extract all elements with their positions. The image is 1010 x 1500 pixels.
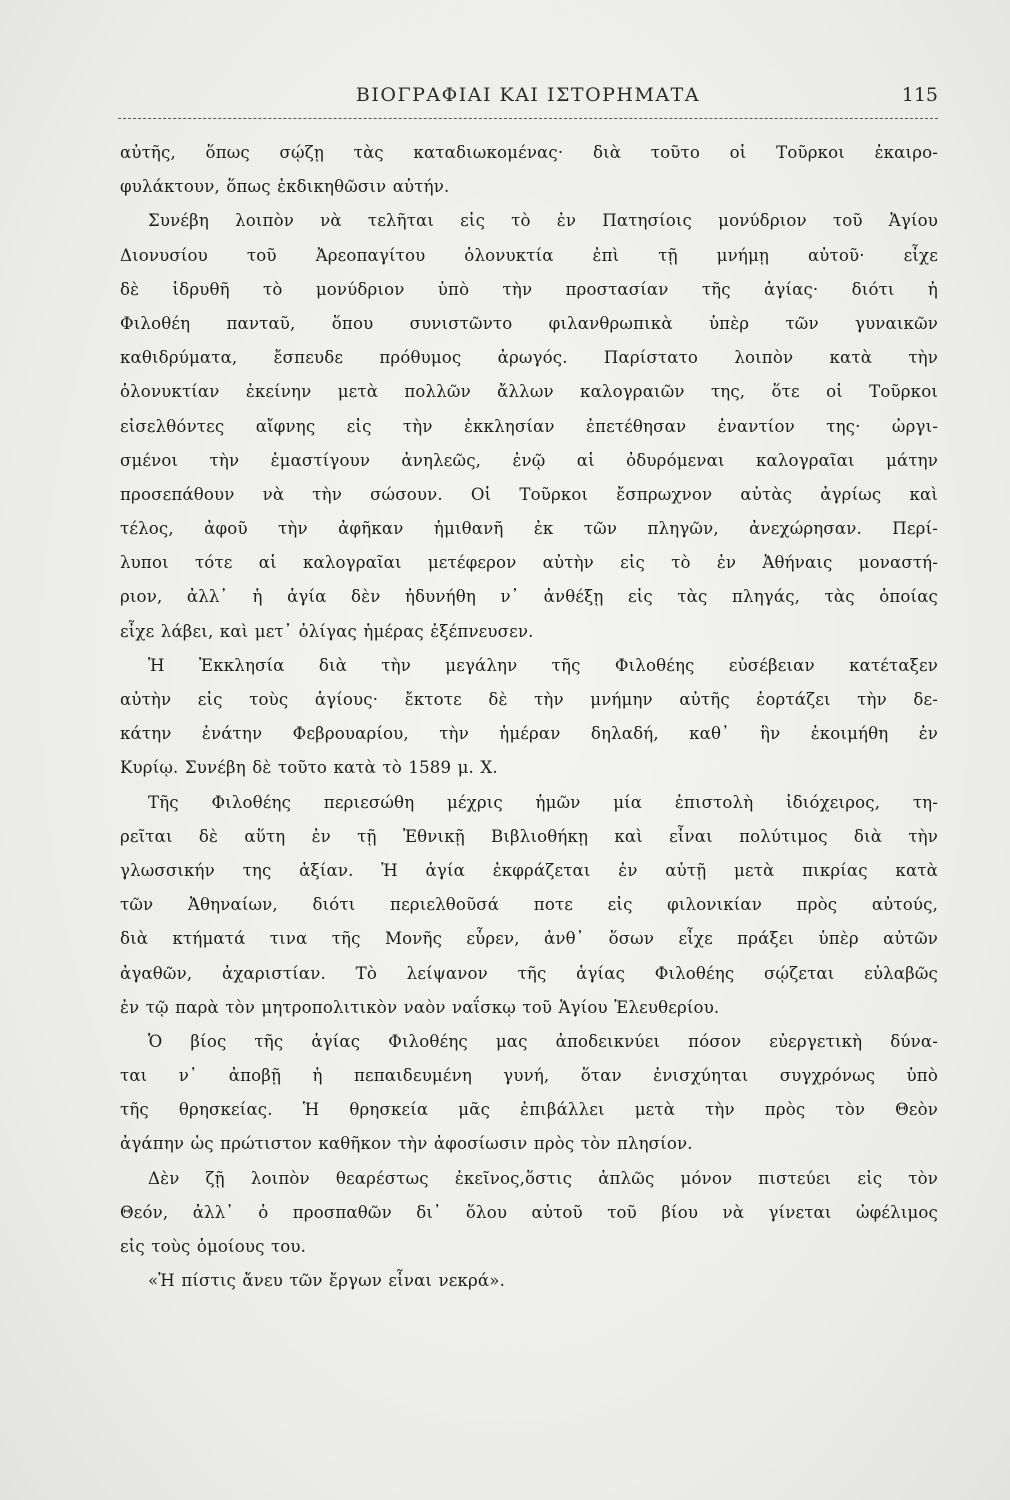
text-line: «Ἡ πίστις ἄνευ τῶν ἔργων εἶναι νεκρά». <box>148 1271 506 1291</box>
text-line: κάτην ἐνάτην Φεβρουαρίου, τὴν ἡμέραν δηλαδή, καθ᾽ ἣν ἐκοιμήθη ἐν <box>120 724 938 744</box>
text-line: αὐτὴν εἰς τοὺς ἁγίους· ἔκτοτε δὲ τὴν μνήμην αὐτῆς ἑορτάζει τὴν δε- <box>120 690 938 709</box>
text-line: λυποι τότε αἱ καλογραῖαι μετέφερον αὐτὴν εἰς τὸ ἐν Ἀθήναις μοναστή- <box>120 553 938 573</box>
text-line: Συνέβη λοιπὸν νὰ τελῆται εἰς τὸ ἐν Πατησίοις μονύδριον τοῦ Ἁγίου <box>148 211 938 231</box>
text-line: Ὁ βίος τῆς ἁγίας Φιλοθέης μας ἀποδεικνύει πόσον εὐεργετικὴ δύνα- <box>148 1031 938 1051</box>
text-line: ὁλονυκτίαν ἐκείνην μετὰ πολλῶν ἄλλων καλογραιῶν της, ὅτε οἱ Τοῦρκοι <box>120 382 938 402</box>
text-line: Κυρίῳ. Συνέβη δὲ τοῦτο κατὰ τὸ 1589 μ. Χ. <box>120 758 498 778</box>
running-header <box>118 78 938 119</box>
text-line: τῆς θρησκείας. Ἡ θρησκεία μᾶς ἐπιβάλλει μετὰ τὴν πρὸς τὸν Θεὸν <box>120 1100 938 1120</box>
text-line: αὐτῆς, ὅπως σῴζῃ τὰς καταδιωκομένας· διὰ τοῦτο οἱ Τοῦρκοι ἐκαιρο- <box>120 143 938 162</box>
text-line: Φιλοθέη πανταῦ, ὅπου συνιστῶντο φιλανθρωπικὰ ὑπὲρ τῶν γυναικῶν <box>120 313 938 333</box>
text-line: ἀγαθῶν, ἀχαριστίαν. Τὸ λείψανον τῆς ἁγίας Φιλοθέης σῴζεται εὐλαβῶς <box>120 963 938 983</box>
body-text <box>120 136 938 1298</box>
text-line: διὰ κτήματά τινα τῆς Μονῆς εὗρεν, ἀνθ᾽ ὅσων εἶχε πράξει ὑπὲρ αὐτῶν <box>120 929 938 949</box>
text-line: εἰσελθόντες αἴφνης εἰς τὴν ἐκκλησίαν ἐπετέθησαν ἐναντίον της· ὠργι- <box>120 416 938 436</box>
text-line: ἐν τῷ παρὰ τὸν μητροπολιτικὸν ναὸν ναΐσκῳ τοῦ Ἁγίου Ἐλευθερίου. <box>120 997 720 1017</box>
text-line: ρεῖται δὲ αὕτη ἐν τῇ Ἐθνικῇ Βιβλιοθήκῃ καὶ εἶναι πολύτιμος διὰ τὴν <box>120 826 938 846</box>
text-line: εἶχε λάβει, καὶ μετ᾽ ὀλίγας ἡμέρας ἐξέπνευσεν. <box>120 621 534 641</box>
text-line: ριον, ἀλλ᾽ ἡ ἁγία δὲν ἠδυνήθη ν᾽ ἀνθέξῃ εἰς τὰς πληγάς, τὰς ὁποίας <box>120 587 938 607</box>
text-line: φυλάκτουν, ὅπως ἐκδικηθῶσιν αὐτήν. <box>120 177 450 197</box>
text-line: Θεόν, ἀλλ᾽ ὁ προσπαθῶν δι᾽ ὅλου αὐτοῦ τοῦ βίου νὰ γίνεται ὠφέλιμος <box>120 1202 938 1222</box>
text-line: καθιδρύματα, ἔσπευδε πρόθυμος ἀρωγός. Παρίστατο λοιπὸν κατὰ τὴν <box>120 348 938 368</box>
text-line: Ἡ Ἐκκλησία διὰ τὴν μεγάλην τῆς Φιλοθέης εὐσέβειαν κατέταξεν <box>148 655 938 675</box>
text-line: γλωσσικήν της ἀξίαν. Ἡ ἁγία ἐκφράζεται ἐν αὐτῇ μετὰ πικρίας κατὰ <box>120 860 938 880</box>
text-line: εἰς τοὺς ὁμοίους του. <box>120 1237 307 1256</box>
running-title: ΒΙΟΓΡΑΦΙΑΙ ΚΑΙ ΙΣΤΟΡΗΜΑΤΑ <box>355 84 701 106</box>
text-line: τῶν Ἀθηναίων, διότι περιελθοῦσά ποτε εἰς φιλονικίαν πρὸς αὐτούς, <box>120 895 938 915</box>
text-line: Διονυσίου τοῦ Ἀρεοπαγίτου ὁλονυκτία ἐπὶ τῇ μνήμῃ αὐτοῦ· εἶχε <box>120 245 938 265</box>
text-line: προσεπάθουν νὰ τὴν σώσουν. Οἱ Τοῦρκοι ἔσπρωχνον αὐτὰς ἀγρίως καὶ <box>120 484 938 504</box>
text-line: σμένοι τὴν ἐμαστίγουν ἀνηλεῶς, ἐνῷ αἱ ὀδυρόμεναι καλογραῖαι μάτην <box>120 450 938 470</box>
text-line: Δὲν ζῇ λοιπὸν θεαρέστως ἐκεῖνος,ὅστις ἁπλῶς μόνον πιστεύει εἰς τὸν <box>148 1168 938 1188</box>
text-line: δὲ ἱδρυθῆ τὸ μονύδριον ὑπὸ τὴν προστασίαν τῆς ἁγίας· διότι ἡ <box>120 279 938 299</box>
text-line: ται ν᾽ ἀποβῇ ἡ πεπαιδευμένη γυνή, ὅταν ἐνισχύηται συγχρόνως ὑπὸ <box>120 1066 938 1086</box>
text-line: ἀγάπην ὡς πρώτιστον καθῆκον τὴν ἀφοσίωσιν πρὸς τὸν πλησίον. <box>120 1134 693 1154</box>
text-line: Τῆς Φιλοθέης περιεσώθη μέχρις ἡμῶν μία ἐπιστολὴ ἰδιόχειρος, τη- <box>148 792 938 812</box>
text-line: τέλος, ἀφοῦ τὴν ἀφῆκαν ἡμιθανῆ ἐκ τῶν πληγῶν, ἀνεχώρησαν. Περί- <box>120 519 938 539</box>
page-number: 115 <box>901 84 938 106</box>
